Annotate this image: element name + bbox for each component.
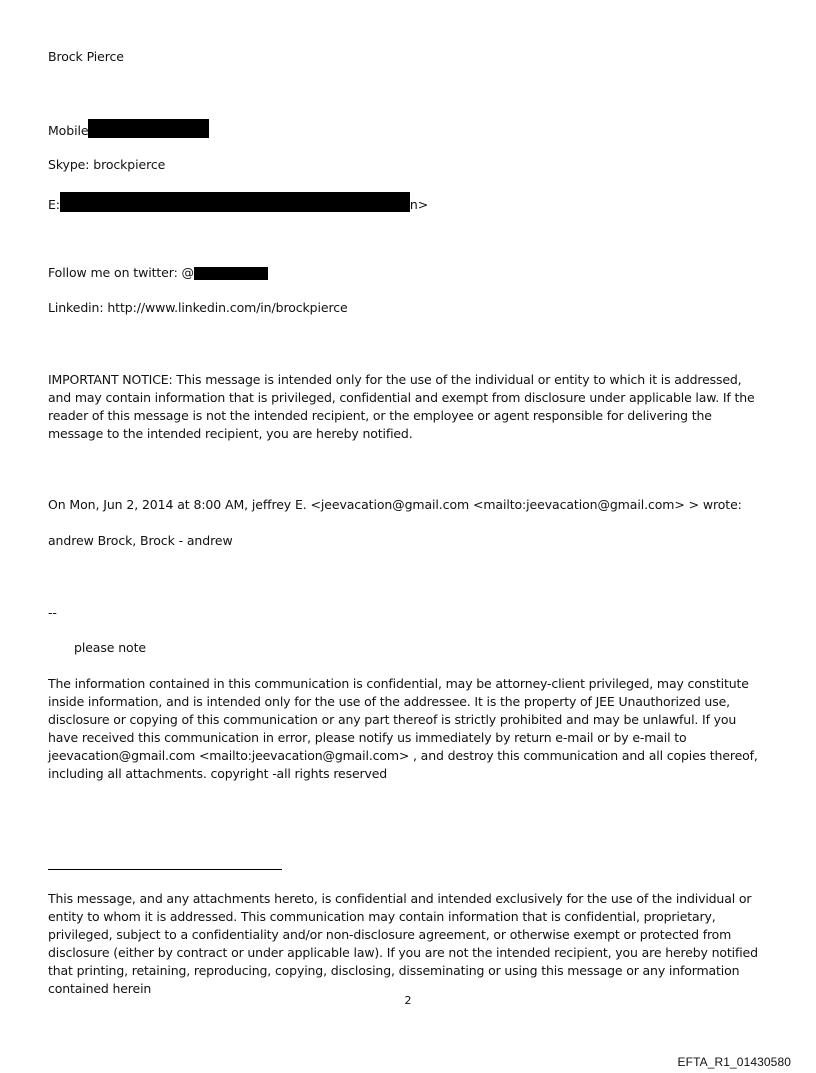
- important-notice: IMPORTANT NOTICE: This message is intended only for the use of the individual or entity to which it is addressed, and may contain information that is privileged, confidential and exempt from disclosure under applicable law. If the reader of this message is not the intended recipient, or the employee or agent responsible for delivering the message to the intended recipient, you are hereby notified.: [48, 372, 755, 441]
- confidentiality-notice: The information contained in this communication is confidential, may be attorney-client privileged, may constitute inside information, and is intended only for the use of the addressee. It is the property of JEE Unauthorized use, disclosure or copying of this communication or any part thereof is strictly prohibited and may be unlawful. If you have received this communication in error, please notify us immediately by return e-mail or by e-mail to jeevacation@gmail.com <mailto:jeevacation@gmail.com> , and destroy this communication and all copies thereof, including all attachments. copyright -all rights reserved: [48, 676, 758, 781]
- sender-name: Brock Pierce: [48, 49, 124, 64]
- page-number: 2: [404, 994, 412, 1007]
- redaction-block: [60, 192, 410, 212]
- email-prefix: E:: [48, 197, 60, 212]
- please-note: please note: [74, 640, 146, 655]
- document-id: EFTA_R1_01430580: [677, 1055, 791, 1069]
- email-suffix: n>: [409, 197, 429, 212]
- mobile-label: Mobile: [48, 123, 89, 138]
- signature-separator: --: [48, 605, 57, 620]
- redaction-block: [88, 119, 209, 138]
- quoted-body: andrew Brock, Brock - andrew: [48, 533, 233, 548]
- linkedin-line: Linkedin: http://www.linkedin.com/in/brockpierce: [48, 300, 348, 315]
- redaction-block: [194, 267, 268, 280]
- skype-line: Skype: brockpierce: [48, 157, 166, 172]
- divider-rule: [48, 869, 282, 870]
- disclaimer: This message, and any attachments hereto, is confidential and intended exclusively for the use of the individual or entity to whom it is addressed. This communication may contain information that is confidential, proprietary, privileged, subject to a confidentiality and/or non-disclosure agreement, or otherwise exempt or protected from disclosure (either by contract or under applicable law). If you are not the intended recipient, you are hereby notified that printing, retaining, reproducing, copying, disclosing, disseminating or using this message or any information contained herein: [48, 891, 758, 996]
- quoted-header: On Mon, Jun 2, 2014 at 8:00 AM, jeffrey E. <jeevacation@gmail.com <mailto:jeevacation@gmail.com> > wrote:: [48, 497, 742, 512]
- email-line: [48, 192, 428, 214]
- twitter-line: [48, 264, 268, 282]
- mobile-line: [48, 119, 209, 140]
- twitter-label: Follow me on twitter: @: [48, 265, 194, 280]
